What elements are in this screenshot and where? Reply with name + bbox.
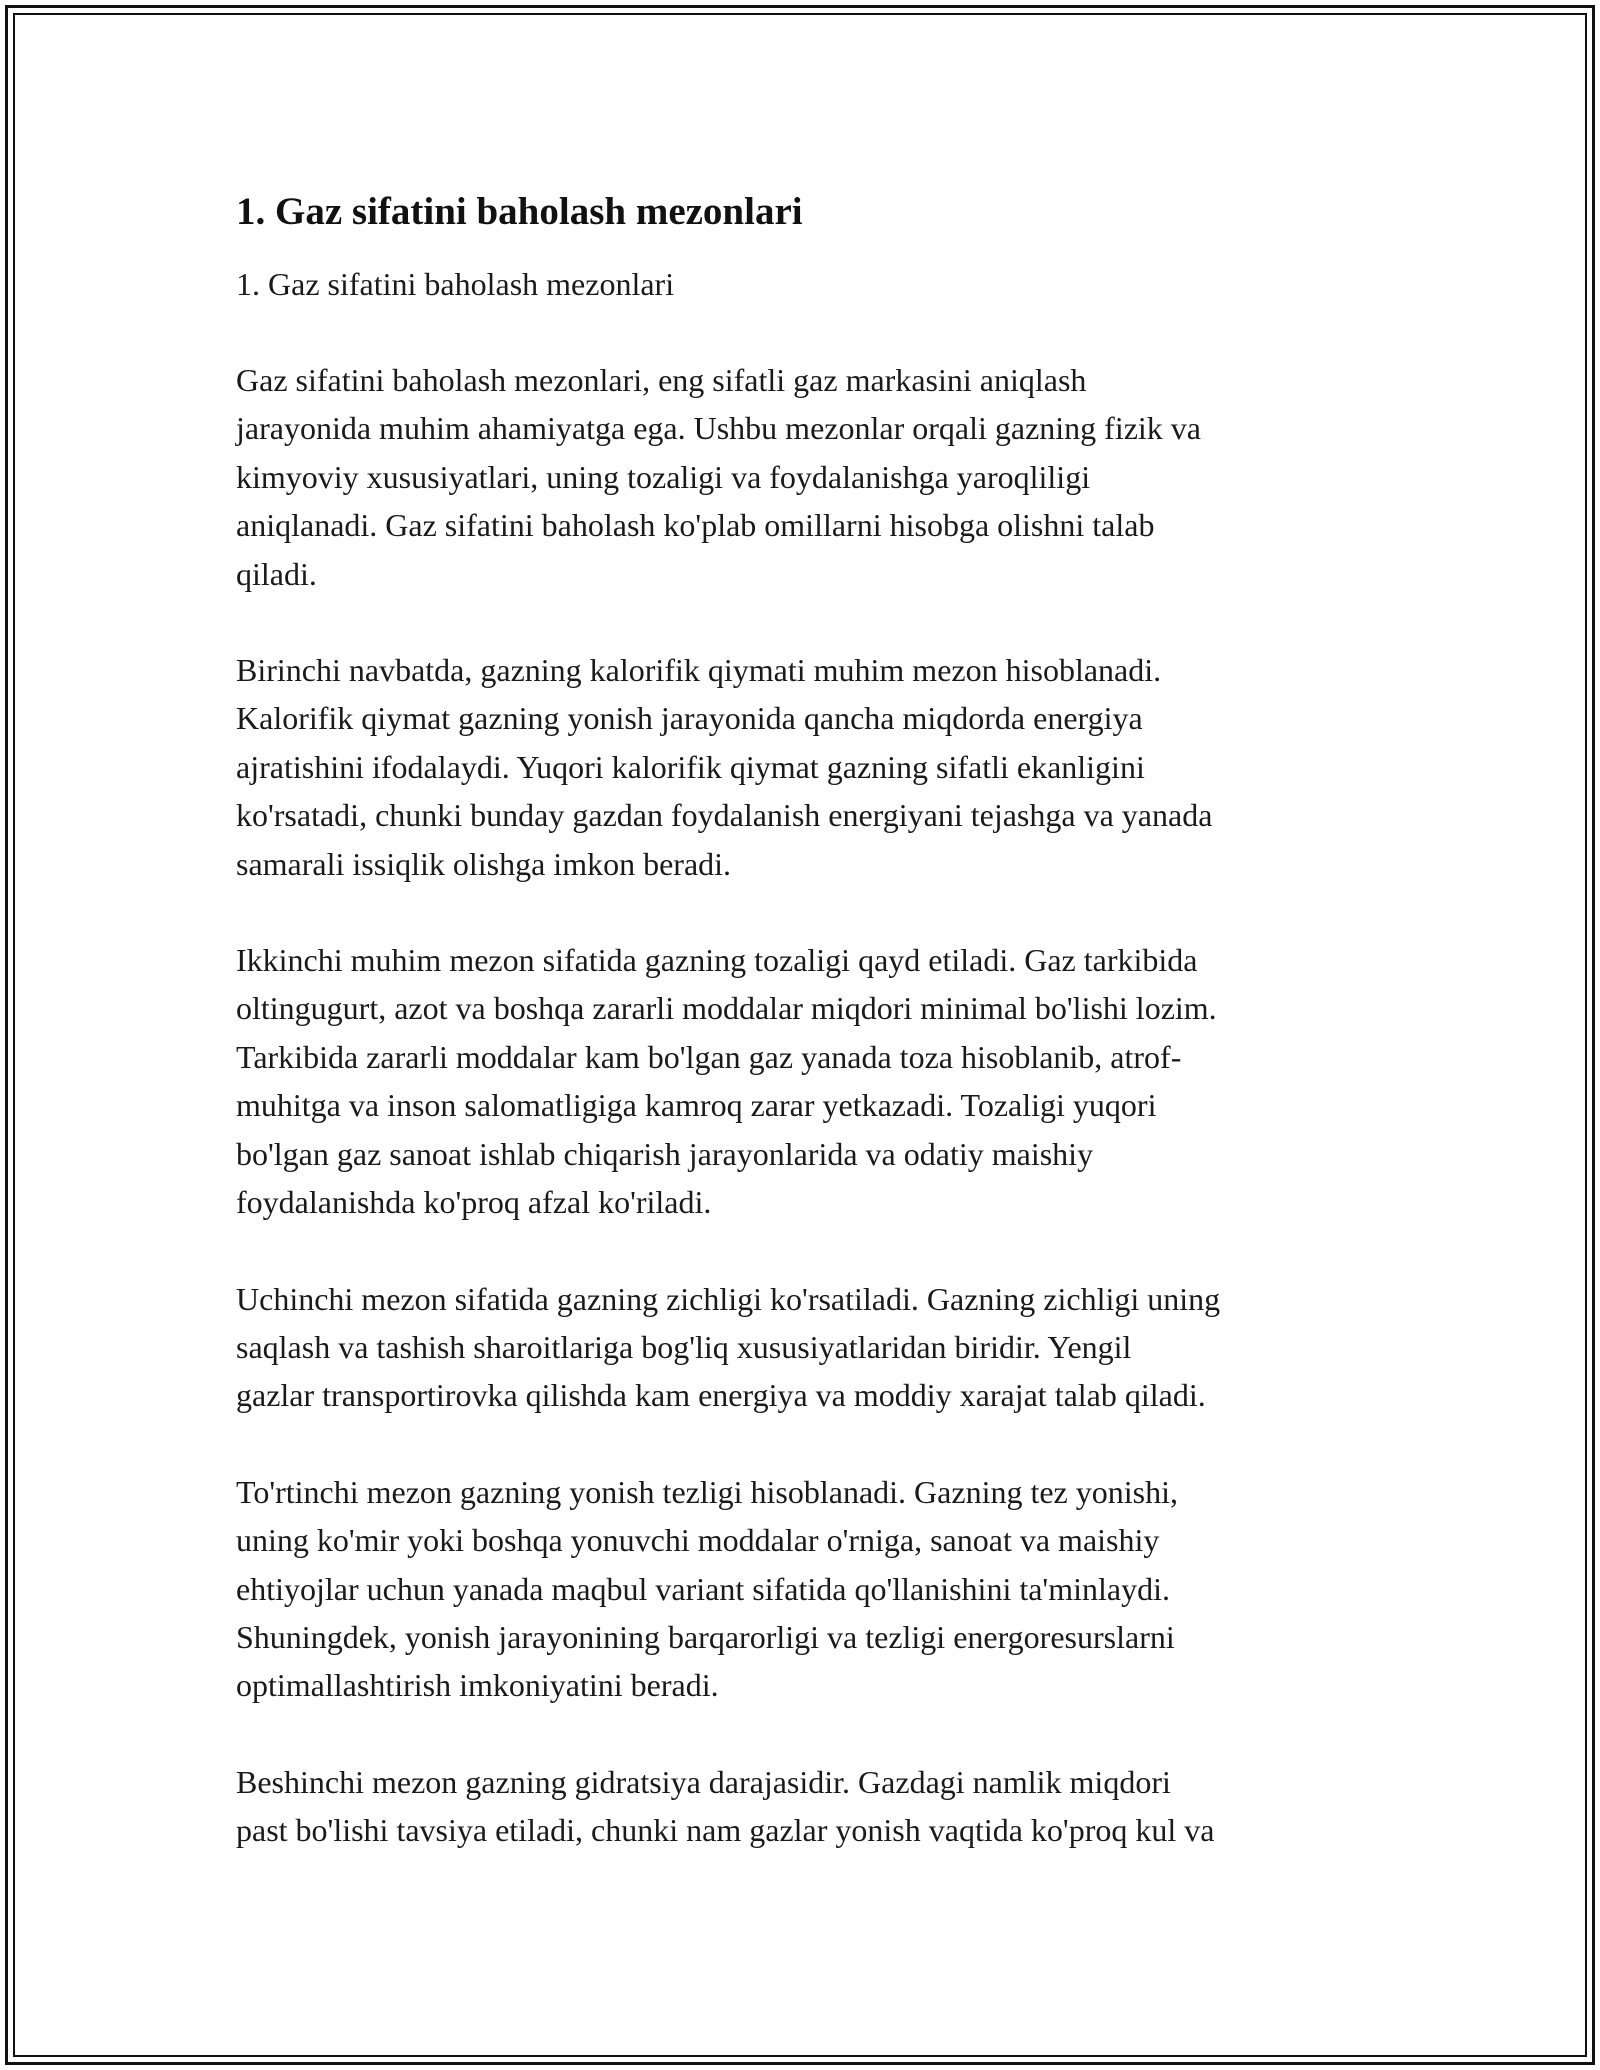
paragraph-intro: Gaz sifatini baholash mezonlari, eng sifatli gaz markasini aniqlash jarayonida muhim ahamiyatga ega. Ushbu mezonlar orqali gazning fizik va kimyoviy xususiyatlari, uning tozaligi va foydalanishga yaroqliligi aniqlanadi. Gaz sifatini baholash ko'plab omillarni hisobga olishni talab qiladi. (236, 362, 1201, 592)
document-heading: 1. Gaz sifatini baholash mezonlari (236, 190, 803, 233)
paragraph-calorific-value: Birinchi navbatda, gazning kalorifik qiymati muhim mezon hisoblanadi. Kalorifik qiymat gazning yonish jarayonida qancha miqdorda energiya ajratishini ifodalaydi. Yuqori kalorifik qiymat gazning sifatli ekanligini ko'rsatadi, chunki bunday gazdan foydalanish energiyani tejashga va yanada samarali issiqlik olishga imkon beradi. (236, 652, 1213, 882)
paragraph-purity: Ikkinchi muhim mezon sifatida gazning tozaligi qayd etiladi. Gaz tarkibida oltingugurt, azot va boshqa zararli moddalar miqdori minimal bo'lishi lozim. Tarkibida zararli moddalar kam bo'lgan gaz yanada toza hisoblanib, atrof- muhitga va inson salomatligiga kamroq zarar yetkazadi. Tozaligi yuqori bo'lgan gaz sanoat ishlab chiqarish jarayonlarida va odatiy maishiy foydalanishda ko'proq afzal ko'riladi. (236, 942, 1217, 1221)
paragraph-hydration: Beshinchi mezon gazning gidratsiya darajasidir. Gazdagi namlik miqdori past bo'lishi tavsiya etiladi, chunki nam gazlar yonish vaqtida ko'proq kul va (236, 1763, 1215, 1849)
document-body (236, 186, 1376, 1855)
paragraph-density: Uchinchi mezon sifatida gazning zichligi ko'rsatiladi. Gazning zichligi uning saqlash va tashish sharoitlariga bog'liq xususiyatlaridan biridir. Yengil gazlar transportirovka qilishda kam energiya va moddiy xarajat talab qiladi. (236, 1280, 1221, 1414)
document-subheading: 1. Gaz sifatini baholash mezonlari (236, 266, 675, 302)
paragraph-burning-speed: To'rtinchi mezon gazning yonish tezligi hisoblanadi. Gazning tez yonishi, uning ko'mir yoki boshqa yonuvchi moddalar o'rniga, sanoat va maishiy ehtiyojlar uchun yanada maqbul variant sifatida qo'llanishini ta'minlaydi. Shuningdek, yonish jarayonining barqarorligi va tezligi energoresurslarni optimallashtirish imkoniyatini beradi. (236, 1473, 1178, 1704)
